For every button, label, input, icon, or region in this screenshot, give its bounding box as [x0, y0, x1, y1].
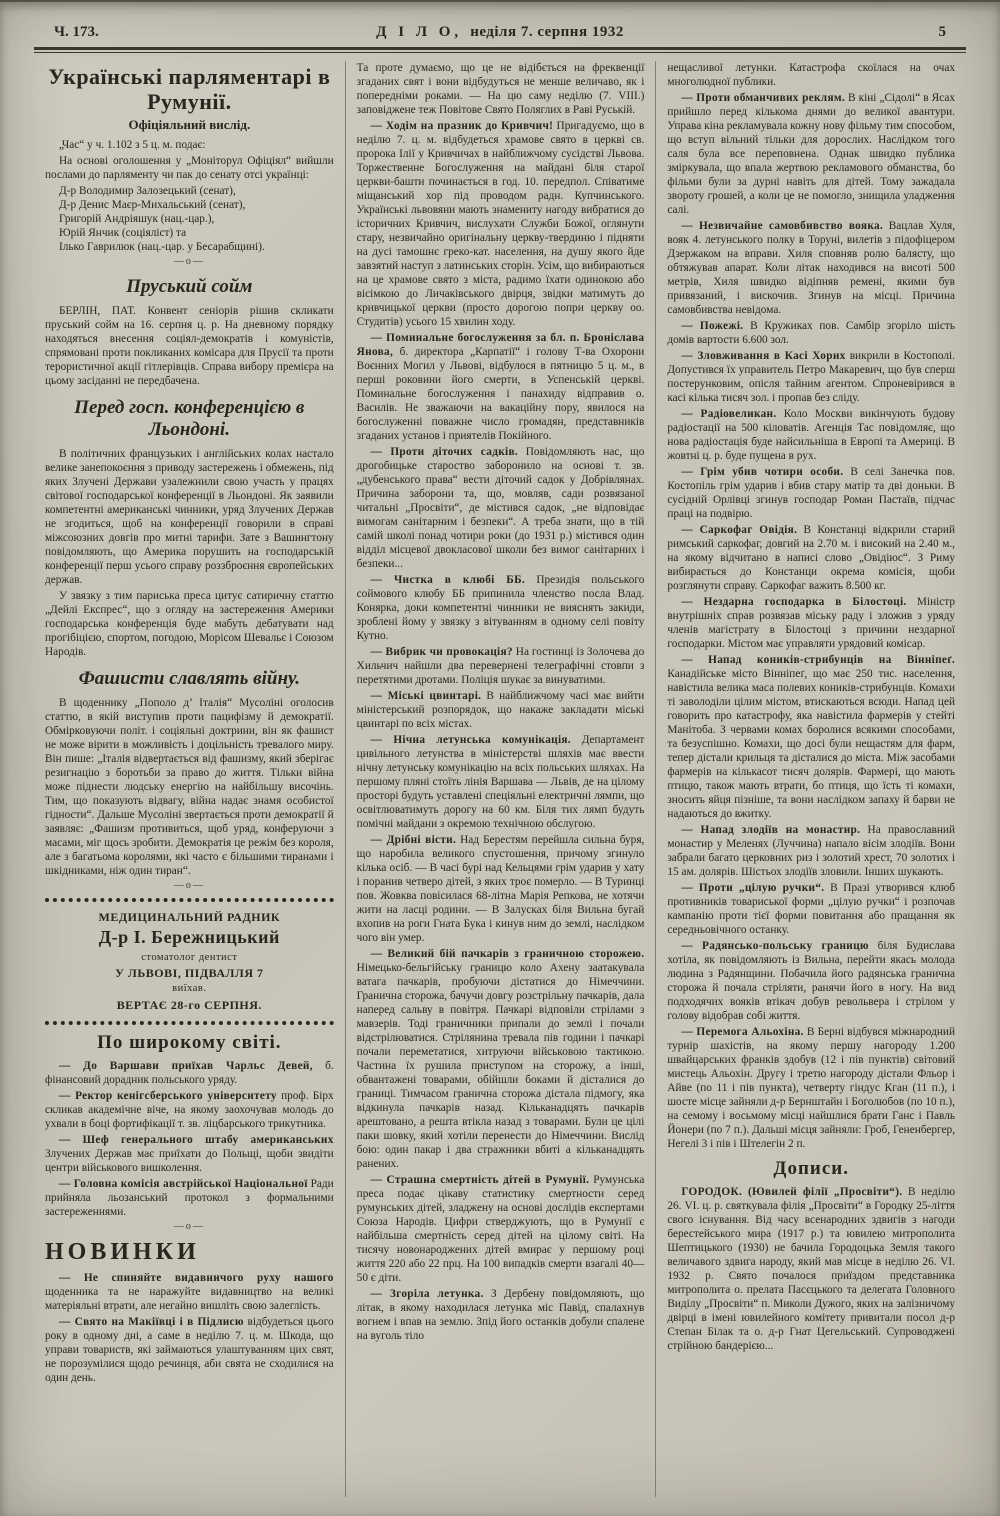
- news-paragraph: [45, 1133, 334, 1175]
- news-paragraph: [45, 1059, 334, 1087]
- article-subhead: Офіціяльний вислід.: [128, 117, 251, 133]
- paragraph-text: Коло Москви викінчують будову радіостації на 500 кіловатів. Агенція Тас повідомляє, що нова радіостація буде найсильніша в Европі та Америці. В жовтні ц. р. буде пущена в рух.: [667, 408, 956, 462]
- paragraph-text: Злучених Держав має приїхати до Польщі, щоби звидіти центри військового вишколення.: [45, 1147, 334, 1174]
- news-paragraph: [357, 733, 645, 831]
- paragraph-lead: — Нездарна господарка в Білостоці.: [681, 596, 907, 608]
- paragraph-text: б. фінансовий дорадник польського уряду.: [45, 1059, 334, 1086]
- news-paragraph: [667, 465, 955, 521]
- news-paragraph: [357, 1173, 645, 1285]
- paragraph-lead: — Ректор кенігсберського університету: [59, 1089, 277, 1102]
- ad-line: стоматолог дентист: [141, 951, 238, 963]
- paragraph-text: щоденника та не наражуйте видавництво на великі матеріяльні втрати, але негайно вишліть свою залеглість.: [45, 1285, 334, 1312]
- paragraph-lead: — Перемога Альохіна.: [681, 1026, 804, 1038]
- paragraph-text: В щоденнику „Пополо д’ Італія“ Мусоліні оголосив статтю, в якій виступив проти пацифізму й демократії. Обмірковуючи політ. і соціяльні доктрини, він як фашист не може вірити в можливість і доцільність тревалого миру. Він пише: „Італія відвертається від фашизму, який зберігає резигнацію з боротьби за право до життя. Тільки війна може піднести людську енергію на найбільшу височінь. Тим, що показують відвагу, війна надає знамя особистої гідности“. Дальше Мусоліні звертається проти демократії й заявляє: „Фашизм противиться, щоб уряд, конферуючи з масами, міг щось зробити. Демократія це режім без короля, але з багатьома королями, які часто є більшими тиранами і шкідниками, ніж один тиран“.: [45, 696, 334, 877]
- paragraph-lead: — Міські цвинтарі.: [370, 690, 482, 702]
- news-paragraph: [357, 61, 645, 117]
- news-paragraph: [667, 1025, 955, 1151]
- list-line: Ілько Гаврилюк (нац.-цар. у Бесарабщині).: [59, 241, 265, 254]
- paragraph-text: Німецько-бельгійську границю коло Ахену заатакувала ватага пачкарів, пробуючи дістатися до Німеччини. Гранична сторожа, бачучи довгу розстрільну пачкарів, дала наперед сальву в повітря. Пачкарі відповіли стрілами з мавзерів. Тоді граничники припали до землі і почали відстрілюватися. Стрілянина тревала пів години і пачкарі почали переметатися, хитруючи військовою тактикою. Частина їх рушила приступом на сторожу, а інші, обвантажені товарами, обійшли боками й дісталися до границі. Тимчасом гранична сторожа дістала підмогу, яка відкинула пачкарів назад. Кільканадцять пачкарів арештовано, а решта втікла назад з товарами. Були це цілі паки шовку, який хотіли перенести до Німеччини. Вислід бою: один пакар і два стражники вбиті а кільканадцять ранених.: [356, 962, 645, 1170]
- column-3: [655, 61, 966, 1497]
- news-paragraph: [357, 331, 645, 443]
- paragraph-text: В селі Занечка пов. Костопіль грім ударив і вбив стару матір та дві доньки. В сусідній Орлівці згинув господар Роман Пастаїв, підчас праці на подвірю.: [667, 466, 956, 520]
- paragraph-text: б. директора „Карпатії“ і голову Т-ва Охорони Воєнних Могил у Львові, відбулося в пятницю 5 ц. м., в перші роковини його смерти, в Успенській церкві. Поминальне богослуження і панахиду відправив о. Василів. Не зважаючи на вакаційну пору, явилося на богослуженні поважне число громадян, представників згаданих установ і приятелів Покійного.: [356, 346, 645, 442]
- news-paragraph: [357, 119, 645, 329]
- news-paragraph: [45, 1315, 334, 1385]
- paragraph-lead: — Проти обманчивих реклям.: [681, 92, 845, 104]
- ad-line: Д-р І. Бережницький: [98, 927, 280, 948]
- paragraph-text: У звязку з тим париська преса цитує сатиричну статтю „Дейлі Експрес“, що з огляду на застереження Америки господарська конференція буде мабуть дебатувати над прогібіцією, спортом, погодою, Морісом Шевальє і Союзом Народів.: [45, 589, 334, 658]
- separator: —о—: [173, 879, 205, 891]
- paragraph-text: В Берні відбувся міжнародний турнір шахістів, на якому першу нагороду 1.200 швайцарських франків здобув (12 і пів пунктів) світовий мистець Альохін. Другу і третю нагороду дістали Фльор і Айве (по 11 і пів пункта), четверту гіндус Кган (11 п.), і шосте місце зайняли д-р Бернштайн і Боголюбов (по 10 п.), на семому і восьмому місці найшлися брати Ганс і Павль Йонери (по 7 п.). Дальші місця зайняли: Гроб, Гененбергер, Негелі 3 і пів і Штелегін 2 п.: [667, 1026, 956, 1150]
- paragraph-lead: ГОРОДОК. (Ювилей філії „Просвіти“).: [681, 1186, 903, 1198]
- paragraph-text: Над Берестям перейшла сильна буря, що наробила великого спустошення, причому згинуло кілька осіб. — В часі бурі над Кельцями грім ударив у хату і поранив четверо дітей, з яких троє померло. — В Туринці пов. Жовква повісилася 68-літна Марія Репкова, не хотячи жити на ласці родини. — В Залусках біля Вильна бугай вхопив на роги Гната Бука і кинув ним до землі, наслідком чого він умер.: [356, 834, 645, 944]
- masthead-date: неділя 7. серпня 1932: [470, 24, 624, 40]
- paragraph-text: В неділю 26. VI. ц. р. святкувала філія „Просвіти“ в Городку 25-ліття свого існування. Від часу всенародних здвигів з нагоди берестейського мира (1917 р.) та ювилею митрополита Шептицького (1930) не бачила Городоцька Земля такого величавого здвига народу, який мав місце в неділю 26. VI. 1932 р. Свято почалося приїздом представника митрополита о. прелата Пасєцького та делегата Головного Виділу „Просвіти“ п. Миколи Дужого, яких на залізничому двірці в імені ювилейного комітету привитали посол д-р Степан Білак та о. д-р Гнат Цегельський. Супроводжені стрійною бандерією...: [667, 1186, 956, 1352]
- paragraph-lead: — Страшна смертність дітей в Румунії.: [370, 1174, 590, 1186]
- section-headline: Перед госп. конференцією в Льондоні.: [74, 397, 305, 440]
- paragraph-lead: — Грім убив чотири особи.: [681, 466, 844, 478]
- paragraph-text: БЕРЛІН, ПАТ. Конвент сеніорів рішив скликати пруський сойм на 16. серпня ц. р. На дневному порядку находяться внесення соціял-демократів і комуністів, спрямовані проти покликаних комісара для Прусії та проти терористичної акції гітлерівців. Справа вибору премієра на цьому засіданні не передбачена.: [45, 305, 334, 388]
- paragraph-text: На православний монастир у Меленях (Луччина) напало вісім злодіїв. Вони забрали багато церковних риз і золотий хрест, 70 золотих і 15 ам. долярів. Шістьох злодіїв зловили. Інших шукають.: [667, 824, 956, 878]
- columns-container: [0, 53, 1000, 1497]
- paragraph-text: В кіні „Сідолі“ в Ясах прийшло перед кількома днями до великої авантури. Управа кіна рекламувала кожну нову фільму тим способом, що вступ вільний тільки для дорослих. Наслідком того саля була все переповнена. Однак швидко публика зміркувала, що впала жертвою рекламового обманства, бо фільми були за дурні навіть для дітей. Тому зажадала звороту грошей, а коли це не помогло, знищила уладження салі.: [667, 92, 956, 216]
- paragraph-text: викрили в Костополі. Допустився їх управитель Петро Макаревич, що був сперш постерунковим, опісля тайним агентом. Спроневірився в касі кілька тисяч зол. і пропав без сліду.: [667, 350, 956, 404]
- news-paragraph: [45, 1089, 334, 1131]
- list-line: Григорій Андріяшук (нац.-цар.),: [59, 213, 215, 226]
- paragraph-text: Румунська преса подає цікаву статистику смертности серед румунських дітей, зладжену на основі дослідів експертами Союза Народів. Цифри стверджують, що в Румунії є найбільша смертність серед дітей на цілому світі. На тисячу новонароджених дітей вмирає у першому році життя 220 або 22 прц. На 100 випадків смерти взагалі 40—50 є діти.: [356, 1174, 645, 1284]
- news-paragraph: [667, 939, 955, 1023]
- news-paragraph: [45, 1177, 334, 1219]
- paragraph-text: Міністр внутрішніх справ розвязав міську раду і зложив з уряду членів магістрату в Білостоці з причини нездарної господарки. Містом має управляти урядовий комісар.: [667, 596, 956, 650]
- paragraph-text: Ради прийняла льозанський протокол з формальними застереженнями.: [45, 1177, 334, 1218]
- paragraph-lead: — Згоріла летунка.: [370, 1288, 484, 1300]
- paragraph-text: В найближчому часі має вийти міністерський розпорядок, що накаже закладати міські цвинтарі по всіх містах.: [356, 690, 645, 730]
- paragraph-lead: — Радянсько-польську границю: [681, 940, 869, 952]
- paragraph-text: В політичних французьких і англійських колах настало велике занепокоєння з приводу застережень і обмежень, під яких Злучені Держави узалежнили свою участь у працях світової господарської конференції в Льондоні. Як заявили компетентні американські чинники, уряд Злучених Держав не згодиться, щоб на конференції говорили в справі міжсоюзних довгів про митні тарифи. Зате з Вашингтону повідомляють, що Америка порушить на господарській конференції перш усього справу роззброєння європейських держав.: [45, 447, 334, 586]
- news-paragraph: [357, 445, 645, 571]
- masthead: [214, 24, 786, 41]
- news-paragraph: [45, 154, 334, 182]
- news-paragraph: [667, 823, 955, 879]
- paragraph-text: Департамент цивільного летунства в міністерстві шляхів має ввести нічну летунську комунікацію на всіх польських шляхах. На першому пляні стоїть лінія Варшава — Львів, де на цілому просторі будуть уставлені спеціяльні електричні лямпи, що освітлюватимуть дорогу на 60 км. Біля тих лямп будуть помічні майдани з окремою технічною обслугою.: [356, 734, 645, 830]
- news-paragraph: [667, 595, 955, 651]
- paragraph-text: Вацлав Хуля, вояк 4. летунського полку в Торуні, вилетів з підофіцером Дзержаком на вправи. Хиля сповняв ролю балясту, що обтяжував апарат. Коли літак находився на висоті 500 метрів, Хиля швидко відіпняв ремені, якими був привязаний, і вискочив. Згинув на місці. Причина самовбивства невідома.: [667, 220, 956, 316]
- ad-line: МЕДИЦИНАЛЬНИЙ РАДНИК: [98, 909, 281, 924]
- news-paragraph: [667, 653, 955, 821]
- ad-line: У ЛЬВОВІ, ПІДВАЛЛЯ 7: [115, 966, 264, 981]
- issue-number: Ч. 173.: [54, 24, 99, 40]
- paragraph-lead: — Проти „цілую ручки“.: [681, 882, 825, 894]
- news-paragraph: [45, 589, 334, 659]
- ad-line: виїхав.: [172, 983, 207, 995]
- list-line: Д-р Денис Маєр-Михальський (сенат),: [59, 199, 246, 212]
- news-paragraph: [357, 833, 645, 945]
- paragraph-text: проф. Бірх скликав академічне віче, на якому заохочував молодь до ухвали в боці фортифікації т. зв. ліцбарського трикутника.: [45, 1089, 334, 1130]
- section-headline: Фашисти славлять війну.: [78, 667, 301, 689]
- news-paragraph: [45, 447, 334, 587]
- paragraph-lead: — Свято на Макіївці і в Підлисю: [59, 1315, 244, 1328]
- paragraph-text: Канадійське місто Вінніпеґ, що має 250 тис. населення, навістила велика маса полевих коників-стрибунців. Комахи ті заволоділи цілим містом, втискаються всюди. Напад цей говорить про катастрофу, яка навістила фармерів у стейті Манітоба. З червами комах боролися всякими способами, та безуспішно. Комахи, що досі були нещастям для фарм, тепер дістали крильця та дісталися до міста. Між засобами фармерів на кількасот тисяч долярів. Фармері, що мають птицю, також мають втрати, бо птиця, що їсть ті комахи, зносить яйця пізніше, та вони наслідком запаху й барви не надаються до вжитку.: [667, 668, 956, 820]
- section-headline: По широкому світі.: [97, 1031, 282, 1053]
- paragraph-lead: — Радіовеликан.: [681, 408, 777, 420]
- news-paragraph: [667, 881, 955, 937]
- news-paragraph: [45, 304, 334, 388]
- section-headline: Дописи.: [773, 1158, 849, 1179]
- paragraph-text: Та проте думаємо, що це не відібється на фреквенції згаданих свят і вони відбудуться не менше величаво, як і попередніми роками. — На цю саму неділю (7. VIII.) заповіджене теж Повітове Свято Поляглих в Раві Руській.: [356, 62, 645, 116]
- separator: —о—: [173, 1220, 205, 1232]
- paragraph-lead: — Дрібні вісти.: [370, 834, 457, 846]
- paragraph-text: На основі оголошення у „Моніторул Офіціял“ вийшли послами до парляменту чи пак до сенату отсі українці:: [45, 155, 334, 182]
- column-1: [34, 61, 345, 1497]
- news-paragraph: [45, 1271, 334, 1313]
- paragraph-lead: — Проти діточих садків.: [370, 446, 518, 458]
- news-paragraph: [667, 1185, 955, 1353]
- list-line: Д-р Володимир Залозецький (сенат),: [59, 185, 236, 198]
- paragraph-lead: — Напад коників-стрибунців на Вінніпеґ.: [681, 654, 956, 666]
- news-paragraph: [357, 573, 645, 643]
- advertisement-box: [45, 898, 334, 1025]
- column-2: [345, 61, 656, 1497]
- paragraph-text: Пригадуємо, що в неділю 7. ц. м. відбудеться храмове свято в церкві св. пророка Ілії у Кривчичах в найближчому сусідстві Львова. Торжественне Богослуження на майдані біля старої церкви-башти починається в год. 10. передпол. Співатиме міщанський хор під проводом радн. Купчинського. Українські львовяни мають знамениту нагоду вибратися до історичних Кривчич, вислухати Служби Божої, оглянути стару, незвичайно оригінальну церкву-твердиню і підняти на дусі тамошнє греко-кат. населення, на душу якого йде завзятий наступ з латинських сторін. Усім, що вибираються на це храмове свято з міста, радимо їхати одинокою або вісімкою до Личаківського двірця, звідки матимуть до кривчицької церкви (просто дорогою попри церкву оо. Студитів) усього 15 хвилин ходу.: [356, 120, 645, 328]
- news-paragraph: [667, 319, 955, 347]
- paragraph-lead: — Головна комісія австрійської Національної: [59, 1177, 308, 1190]
- page-header: [0, 2, 1000, 45]
- separator: —о—: [173, 256, 205, 268]
- section-headline: НОВИНКИ: [45, 1238, 200, 1265]
- news-paragraph: [357, 689, 645, 731]
- masthead-title: Д І Л О,: [376, 24, 463, 40]
- paragraph-lead: — Саркофаг Овідія.: [681, 524, 798, 536]
- news-paragraph: [357, 645, 645, 687]
- news-paragraph: [667, 349, 955, 405]
- news-paragraph: [357, 1287, 645, 1343]
- page-number: 5: [938, 24, 946, 40]
- paragraph-lead: — До Варшави приїхав Чарльс Девей,: [59, 1059, 313, 1072]
- news-paragraph: [45, 138, 334, 152]
- deputy-list: [45, 184, 334, 254]
- paragraph-lead: — Вибрик чи провокація?: [370, 646, 513, 658]
- paragraph-text: В Празі утворився клюб противників товариської форми „цілую ручки“ і розпочав кампанію проти тієї форми повитання або пращання як середньовічного останку.: [667, 882, 956, 936]
- paragraph-lead: — Великий бій пачкарів з граничною сторожею.: [370, 948, 645, 960]
- news-paragraph: [667, 91, 955, 217]
- paragraph-lead: — Не спиняйте видавничого руху нашого: [59, 1271, 334, 1284]
- news-paragraph: [667, 523, 955, 593]
- paragraph-lead: — Чистка в клюбі ББ.: [370, 574, 525, 586]
- section-headline: Пруський сойм: [126, 276, 253, 298]
- paragraph-text: В Констанці відкрили старий римський саркофаг, довгий на 2.70 м. і високий на 2.40 м., на якому відчитано в написі слово „Овідіюс“. З Риму вибирається до Констанци окрема комісія, щоби розглянути справу. Саркофаг важить 8.500 кг.: [667, 524, 956, 592]
- paragraph-lead: — Шеф генерального штабу американських: [59, 1133, 334, 1146]
- paragraph-lead: — Ходім на празник до Кривчич!: [370, 120, 554, 132]
- paragraph-lead: — Незвичайне самовбивство вояка.: [681, 220, 884, 232]
- paragraph-text: З Дербену повідомляють, що літак, в якому находилася летунка міс Павід, спалахнув вогнем і впав на землю. Зпід його останків добули спалене на вуголь тіло: [356, 1288, 645, 1342]
- header-rule-thick: [34, 47, 966, 50]
- paragraph-text: „Час“ у ч. 1.102 з 5 ц. м. подає:: [59, 139, 206, 152]
- paragraph-text: В Кружиках пов. Самбір згоріло шість домів вартости 6.600 зол.: [667, 320, 956, 346]
- paragraph-lead: — Напад злодіїв на монастир.: [681, 824, 861, 836]
- paragraph-text: нещасливої летунки. Катастрофа скоїлася на очах многолюдної публики.: [667, 62, 956, 88]
- paragraph-text: Президія польського соймового клюбу ББ припинила членство посла Влад. Конярка, доки компетентні чинники не вияснять закиди, зроблені йому у звязку з вітуванням в одному селі повіту Кутно.: [356, 574, 645, 642]
- ad-line: ВЕРТАЄ 28-го СЕРПНЯ.: [116, 997, 262, 1012]
- paragraph-text: На гостинці із Золочева до Хильчич найшли два перевернені телеграфічні стовпи з перетятими дротами. Поліція шукає за винуватими.: [356, 646, 645, 686]
- list-line: Юрій Янчик (соціяліст) та: [59, 227, 187, 240]
- news-paragraph: [667, 407, 955, 463]
- paragraph-lead: — Зловживання в Касі Хорих: [681, 350, 846, 362]
- paragraph-text: Повідомляють нас, що дрогобицьке староство заборонило на основі т. зв. „дубенського права“ вести діточий садок у Добрівлянах. Причина заборони та, що, мовляв, сади розвязаної читальні „Просвіти“, де містився садок, „не відповідає вимогам санітарним і безпеки“. А треба знати, що в тій самій школі понад чотири роки (до 1931 р.) містився один відділ місцевої двокласової школи без вимог санітарних і безпеки...: [356, 446, 645, 570]
- news-paragraph: [667, 219, 955, 317]
- article-headline: Українські парляментарі в Румунії.: [48, 64, 331, 114]
- paragraph-lead: — Пожежі.: [681, 320, 744, 332]
- paragraph-text: відбудеться цього року в одному дні, а саме в неділю 7. ц. м. Шкода, що управи товариств, які займаються улаштуванням цих свят, не порозумілися щодо речинця, аби свята не сходилися на один день.: [45, 1315, 334, 1384]
- news-paragraph: [357, 947, 645, 1171]
- paragraph-lead: — Поминальне богослуження за бл. п. Броніслава Янова,: [356, 332, 645, 358]
- paragraph-text: біля Будислава хотіла, як повідомляють із Вильна, перейти якась молода людина з Радянщини. Побачила його радянська гранична сторожа й почала стріляти, ранячи його в ногу. На вид подходячих вояків втікач добув револьвера і стрілом у голову відобрав собі життя.: [667, 940, 956, 1022]
- news-paragraph: [45, 696, 334, 878]
- news-paragraph: [667, 61, 955, 89]
- paragraph-lead: — Нічна летунська комунікація.: [370, 734, 571, 746]
